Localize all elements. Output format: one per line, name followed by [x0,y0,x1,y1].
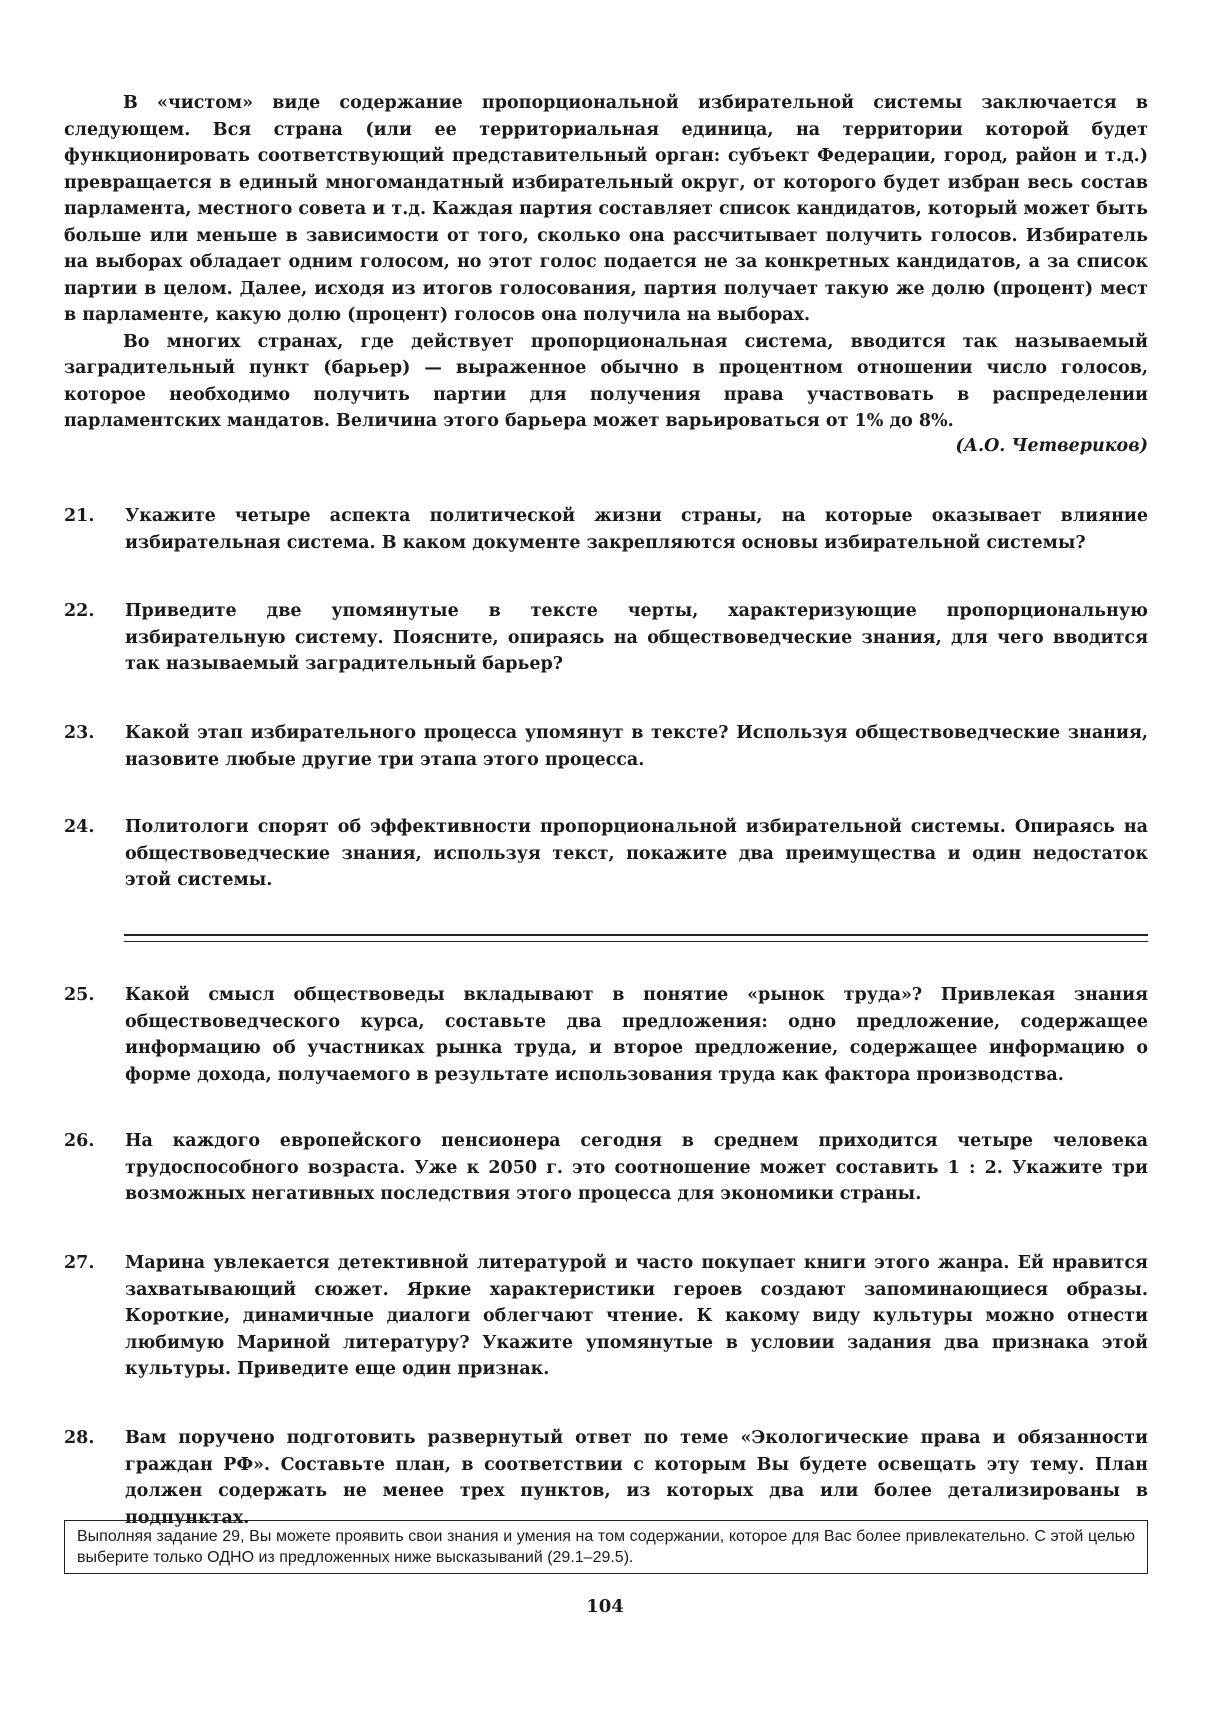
task-number: 28. [64,1428,95,1448]
task-number: 23. [64,723,95,743]
task-number: 22. [64,601,95,621]
task-text: Какой смысл обществоведы вкладывают в понятие «рынок труда»? Привлекая знания обществоведческого курса, составьте два предложения: одно предложение, содержащее информацию об участниках рынка труда, и второе предложение, содержащее информацию о форме дохода, получаемого в результате использования труда как фактора производства. [125,985,1148,1085]
task-text: Вам поручено подготовить развернутый ответ по теме «Экологические права и обязанности граждан РФ». Составьте план, в соответствии с которым Вы будете освещать эту тему. План должен содержать не менее трех пунктов, из которых два или более детализированы в подпунктах. [125,1428,1148,1528]
task-text: Марина увлекается детективной литературой и часто покупает книги этого жанра. Ей нравится захватывающий сюжет. Яркие характеристики героев создают запоминающиеся образы. Короткие, динамичные диалоги облегчают чтение. К какому виду культуры можно отнести любимую Мариной литературу? Укажите упомянутые в условии задания два признака этой культуры. Приведите еще один признак. [125,1253,1148,1379]
task-number: 27. [64,1253,95,1273]
task-text: Какой этап избирательного процесса упомянут в тексте? Используя обществоведческие знания, назовите любые другие три этапа этого процесса. [125,723,1148,770]
source-text [64,90,1148,435]
task-text: На каждого европейского пенсионера сегодня в среднем приходится четыре человека трудоспособного возраста. Уже к 2050 г. это соотношение может составить 1 : 2. Укажите три возможных негативных последствия этого процесса для экономики страны. [125,1131,1148,1204]
passage-paragraph-2: Во многих странах, где действует пропорциональная система, вводится так называемый заградительный пункт (барьер) — выраженное обычно в процентном отношении число голосов, которое необходимо получить партии для получения права участвовать в распределении парламентских мандатов. Величина этого барьера может варьироваться от 1% до 8%. [64,331,1148,431]
task-number: 21. [64,506,95,526]
task-number: 25. [64,985,95,1005]
text-author: (А.О. Четвериков) [955,436,1148,456]
task-29-notice-box: Выполняя задание 29, Вы можете проявить свои знания и умения на том содержании, которое для Вас более привлекательно. С этой целью выберите только ОДНО из предложенных ниже высказываний (29.1–29.5). [64,1520,1148,1574]
page-number: 104 [586,1596,624,1617]
task-number: 24. [64,817,95,837]
task-text: Укажите четыре аспекта политической жизни страны, на которые оказывает влияние избирательная система. В каком документе закрепляются основы избирательной системы? [125,506,1148,553]
task-number: 26. [64,1131,95,1151]
task-text: Политологи спорят об эффективности пропорциональной избирательной системы. Опираясь на обществоведческие знания, используя текст, покажите два преимущества и один недостаток этой системы. [125,817,1148,890]
task-text: Приведите две упомянутые в тексте черты, характеризующие пропорциональную избирательную систему. Поясните, опираясь на обществоведческие знания, для чего вводится так называемый заградительный барьер? [125,601,1148,674]
passage-paragraph-1: В «чистом» виде содержание пропорциональной избирательной системы заключается в следующем. Вся страна (или ее территориальная единица, на территории которой будет функционировать соответствующий представительный орган: субъект Федерации, город, район и т.д.) превращается в единый многомандатный избирательный округ, от которого будет избран весь состав парламента, местного совета и т.д. Каждая партия составляет список кандидатов, который может быть больше или меньше в зависимости от того, сколько она рассчитывает получить голосов. Избиратель на выборах обладает одним голосом, но этот голос подается не за конкретных кандидатов, а за список партии в целом. Далее, исходя из итогов голосования, партия получает такую же долю (процент) мест в парламенте, какую долю (процент) голосов она получила на выборах. [64,93,1149,325]
section-divider [124,934,1148,942]
